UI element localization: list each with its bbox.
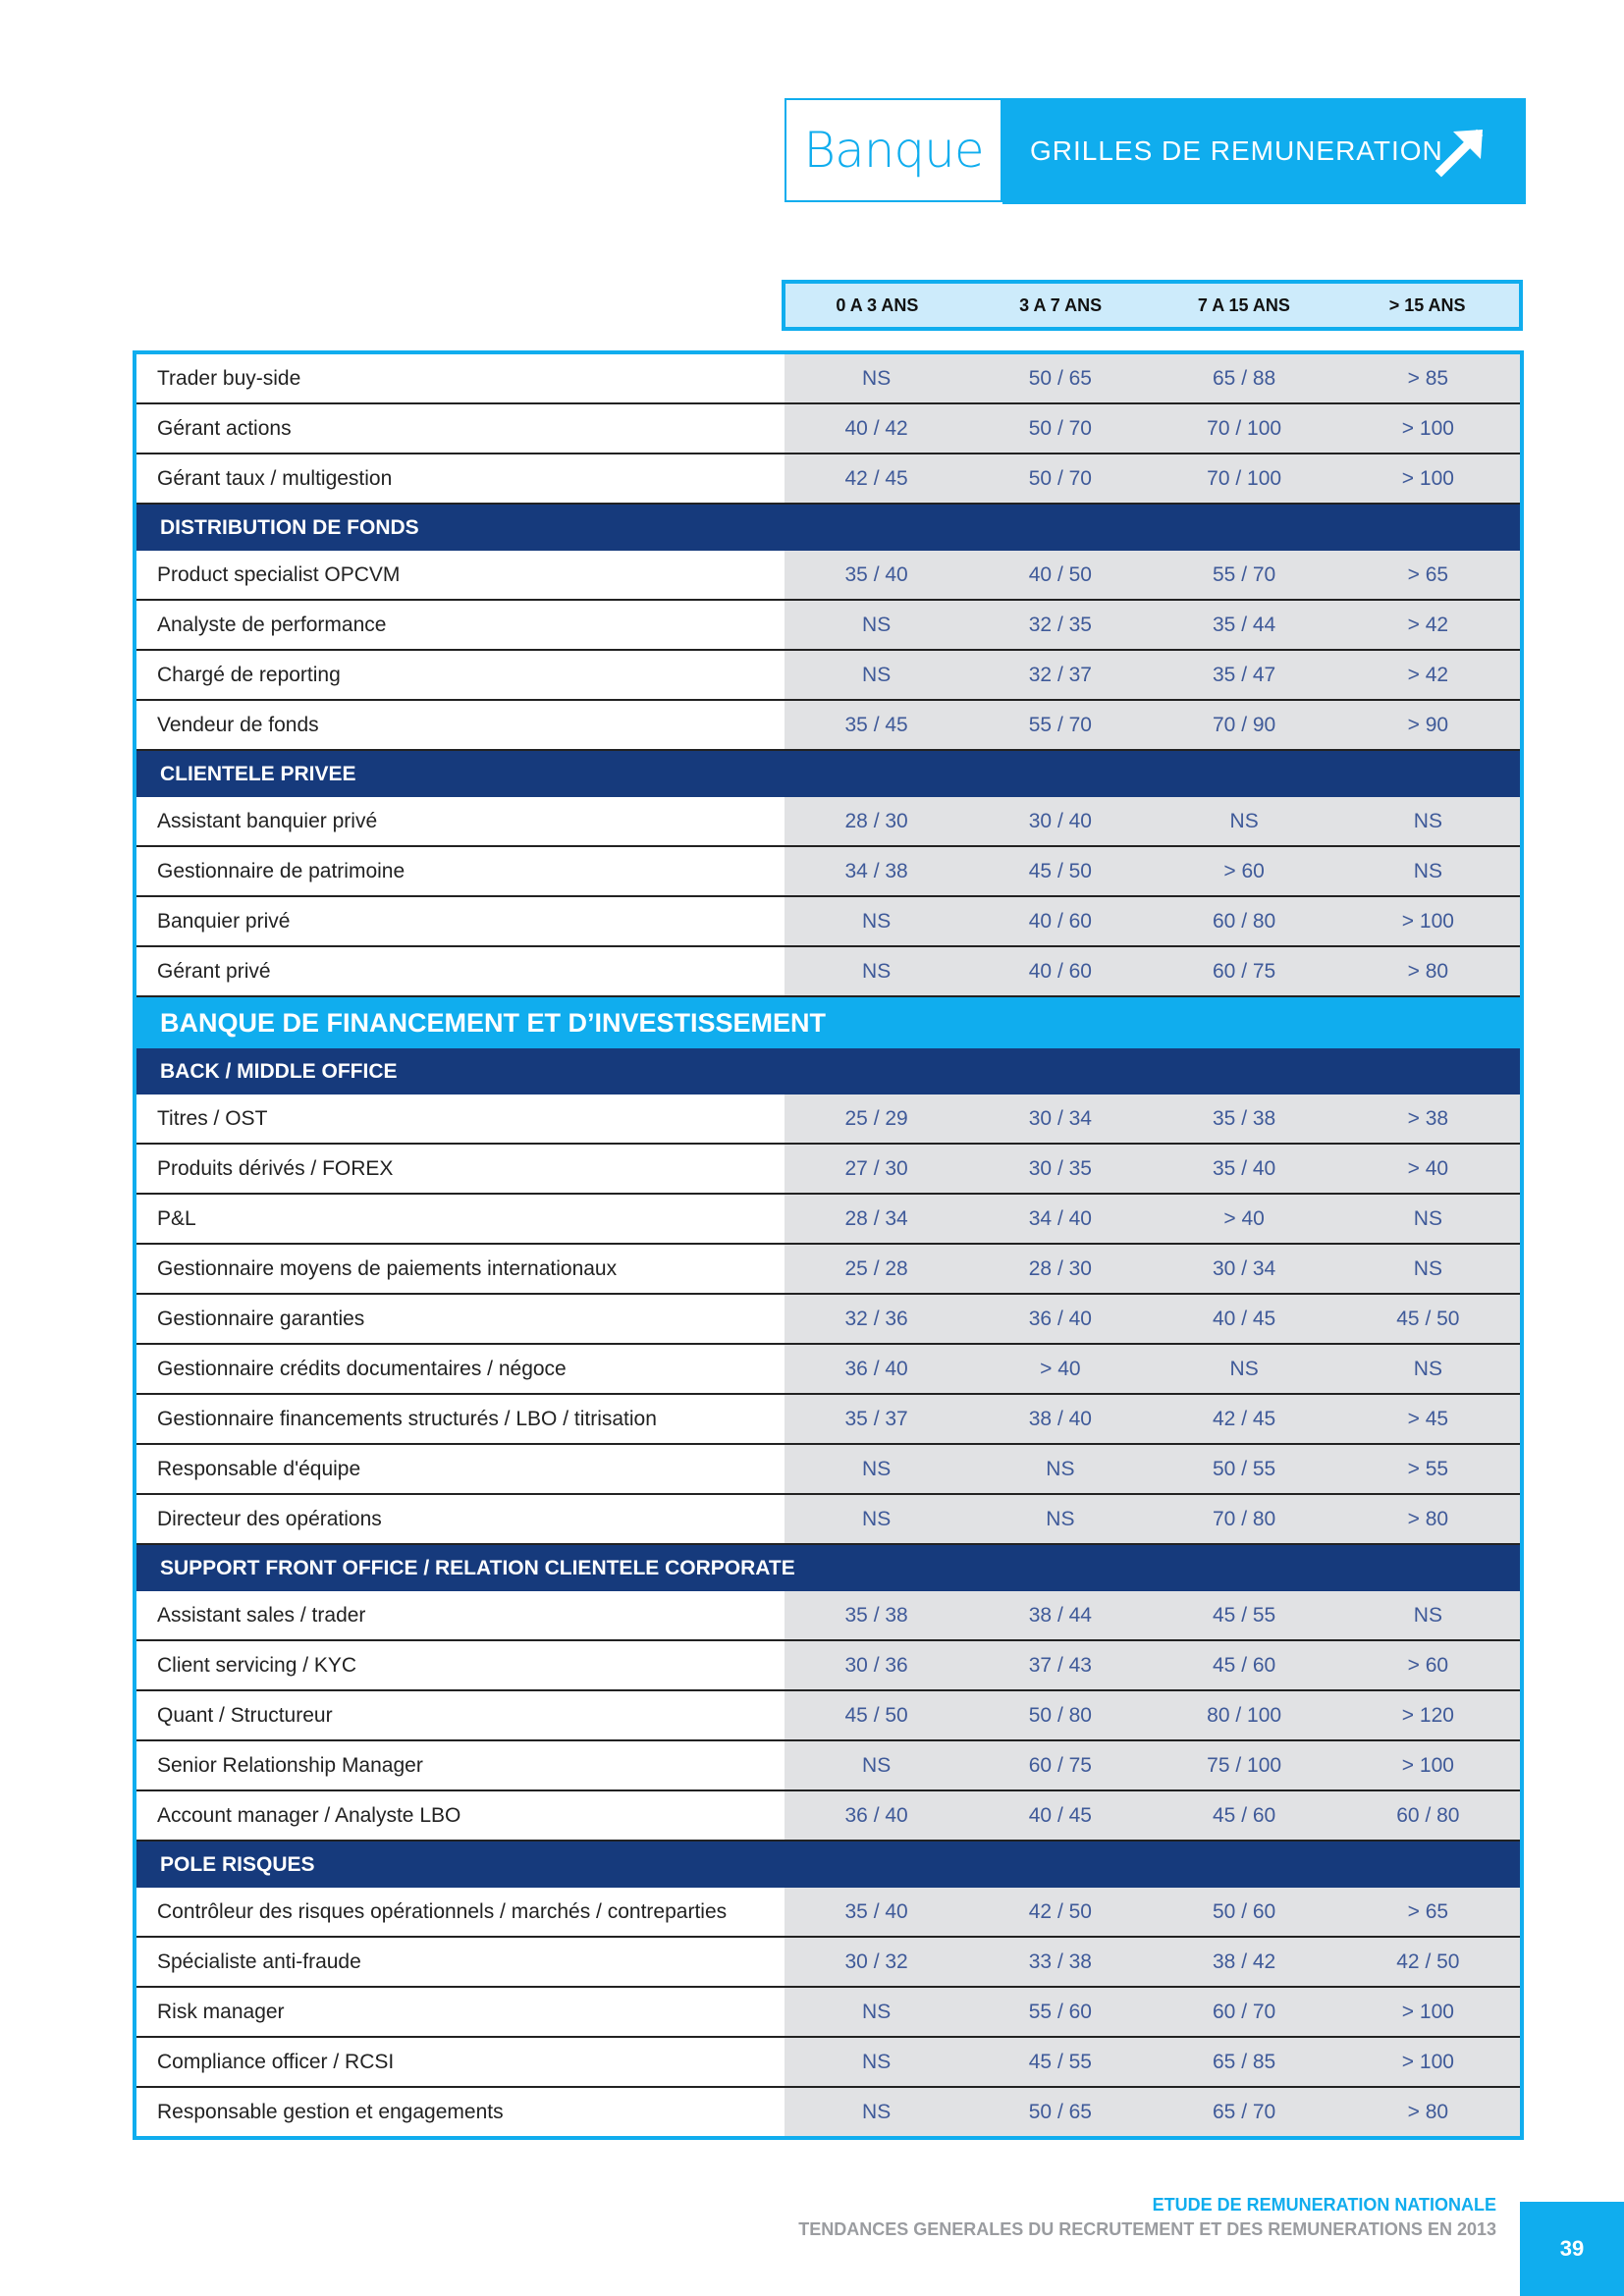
salary-range-cell: 35 / 38 <box>1213 1106 1276 1130</box>
salary-range-cell: 40 / 45 <box>1213 1307 1276 1330</box>
salary-values <box>785 1395 1520 1443</box>
table-row <box>136 897 1520 947</box>
salary-range-cell: > 80 <box>1407 959 1449 983</box>
salary-range-cell: 35 / 40 <box>1213 1156 1276 1180</box>
salary-range-cell: 35 / 45 <box>844 713 908 736</box>
salary-range-cell: 50 / 70 <box>1028 416 1092 440</box>
job-title: Analyste de performance <box>157 613 387 636</box>
job-title: Gérant taux / multigestion <box>157 466 393 490</box>
salary-values <box>785 701 1520 749</box>
section-header: BACK / MIDDLE OFFICE <box>136 1048 1520 1095</box>
salary-values <box>785 651 1520 699</box>
salary-range-cell: 40 / 50 <box>1028 562 1092 586</box>
table-row <box>136 404 1520 454</box>
table-row <box>136 1395 1520 1445</box>
salary-range-cell: > 100 <box>1401 2050 1454 2073</box>
salary-range-cell: 70 / 100 <box>1207 466 1282 490</box>
table-row <box>136 454 1520 505</box>
job-title: Product specialist OPCVM <box>157 562 401 586</box>
salary-range-cell: 30 / 36 <box>844 1653 908 1677</box>
salary-range-cell: 25 / 29 <box>844 1106 908 1130</box>
table-row <box>136 1495 1520 1545</box>
salary-range-cell: NS <box>1046 1507 1075 1530</box>
salary-values <box>785 1791 1520 1840</box>
job-title: Assistant banquier privé <box>157 809 378 832</box>
table-row <box>136 1295 1520 1345</box>
arrow-up-right-icon <box>1432 122 1490 181</box>
salary-range-cell: 50 / 65 <box>1028 366 1092 390</box>
salary-values <box>785 1245 1520 1293</box>
salary-range-cell: 45 / 55 <box>1028 2050 1092 2073</box>
salary-values <box>785 1345 1520 1393</box>
section-title: Banque <box>785 98 1002 202</box>
salary-values <box>785 1295 1520 1343</box>
salary-values <box>785 354 1520 402</box>
footer-subtitle: TENDANCES GENERALES DU RECRUTEMENT ET DES REMUNERATIONS EN 2013 <box>798 2219 1496 2239</box>
job-title: Gestionnaire financements structurés / LBO / titrisation <box>157 1407 657 1430</box>
table-row <box>136 1791 1520 1842</box>
salary-range-cell: 34 / 40 <box>1028 1206 1092 1230</box>
salary-range-cell: 42 / 50 <box>1028 1899 1092 1923</box>
job-title: Gestionnaire de patrimoine <box>157 859 406 882</box>
job-title: Gérant privé <box>157 959 271 983</box>
salary-values <box>785 1988 1520 2036</box>
salary-range-cell: 40 / 60 <box>1028 959 1092 983</box>
salary-range-cell: 70 / 90 <box>1213 713 1276 736</box>
section-header: SUPPORT FRONT OFFICE / RELATION CLIENTELE CORPORATE <box>136 1545 1520 1591</box>
table-row <box>136 1591 1520 1641</box>
job-title: Trader buy-side <box>157 366 301 390</box>
salary-range-cell: 60 / 70 <box>1213 2000 1276 2023</box>
salary-range-cell: > 80 <box>1407 1507 1449 1530</box>
salary-range-cell: NS <box>1413 1357 1442 1380</box>
salary-range-cell: 38 / 42 <box>1213 1949 1276 1973</box>
salary-range-cell: 65 / 85 <box>1213 2050 1276 2073</box>
table-row <box>136 551 1520 601</box>
salary-range-cell: 55 / 60 <box>1028 2000 1092 2023</box>
salary-range-cell: 36 / 40 <box>844 1357 908 1380</box>
table-row <box>136 354 1520 404</box>
category-header: BANQUE DE FINANCEMENT ET D’INVESTISSEMENT <box>136 997 1520 1048</box>
salary-range-cell: 36 / 40 <box>1028 1307 1092 1330</box>
salary-range-cell: > 80 <box>1407 2100 1449 2123</box>
salary-range-cell: NS <box>862 613 892 636</box>
salary-range-cell: 80 / 100 <box>1207 1703 1282 1727</box>
salary-range-cell: > 100 <box>1401 416 1454 440</box>
salary-range-cell: 30 / 34 <box>1028 1106 1092 1130</box>
salary-range-cell: NS <box>1413 809 1442 832</box>
salary-range-cell: 28 / 30 <box>844 809 908 832</box>
salary-range-cell: 35 / 40 <box>844 1899 908 1923</box>
table-row <box>136 2038 1520 2088</box>
salary-range-cell: > 60 <box>1407 1653 1449 1677</box>
salary-range-cell: NS <box>1046 1457 1075 1480</box>
salary-range-cell: 70 / 80 <box>1213 1507 1276 1530</box>
salary-range-cell: 75 / 100 <box>1207 1753 1282 1777</box>
salary-values <box>785 551 1520 599</box>
page-number: 39 <box>1520 2202 1624 2296</box>
table-row <box>136 1741 1520 1791</box>
salary-range-cell: 50 / 65 <box>1028 2100 1092 2123</box>
salary-values <box>785 797 1520 845</box>
salary-range-cell: 35 / 47 <box>1213 663 1276 686</box>
salary-range-cell: NS <box>862 1507 892 1530</box>
salary-range-cell: > 65 <box>1407 562 1449 586</box>
job-title: Gestionnaire moyens de paiements internationaux <box>157 1256 618 1280</box>
salary-range-cell: > 55 <box>1407 1457 1449 1480</box>
section-header: CLIENTELE PRIVEE <box>136 751 1520 797</box>
salary-values <box>785 454 1520 503</box>
job-title: Senior Relationship Manager <box>157 1753 423 1777</box>
salary-range-cell: 42 / 50 <box>1396 1949 1460 1973</box>
salary-range-cell: 42 / 45 <box>844 466 908 490</box>
salary-range-cell: 35 / 44 <box>1213 613 1276 636</box>
salary-range-cell: 30 / 32 <box>844 1949 908 1973</box>
salary-values <box>785 1741 1520 1789</box>
salary-range-cell: 60 / 75 <box>1028 1753 1092 1777</box>
salary-range-cell: 40 / 45 <box>1028 1803 1092 1827</box>
salary-range-cell: 45 / 60 <box>1213 1803 1276 1827</box>
salary-values <box>785 1641 1520 1689</box>
salary-range-cell: NS <box>1229 1357 1259 1380</box>
salary-range-cell: NS <box>862 1457 892 1480</box>
salary-range-cell: NS <box>1413 1206 1442 1230</box>
salary-range-cell: NS <box>1413 1256 1442 1280</box>
salary-range-cell: 45 / 50 <box>1396 1307 1460 1330</box>
salary-range-cell: NS <box>862 909 892 933</box>
salary-range-cell: > 100 <box>1401 2000 1454 2023</box>
table-row <box>136 1691 1520 1741</box>
salary-values <box>785 847 1520 895</box>
salary-range-cell: 30 / 35 <box>1028 1156 1092 1180</box>
job-title: Banquier privé <box>157 909 291 933</box>
salary-range-cell: 30 / 40 <box>1028 809 1092 832</box>
table-row <box>136 1095 1520 1145</box>
salary-values <box>785 897 1520 945</box>
table-row <box>136 701 1520 751</box>
salary-range-cell: 50 / 70 <box>1028 466 1092 490</box>
table-row <box>136 947 1520 997</box>
table-row <box>136 847 1520 897</box>
salary-values <box>785 947 1520 995</box>
table-row <box>136 1145 1520 1195</box>
table-row <box>136 2088 1520 2136</box>
salary-values <box>785 1938 1520 1986</box>
salary-range-cell: 25 / 28 <box>844 1256 908 1280</box>
table-row <box>136 651 1520 701</box>
salary-range-cell: 38 / 40 <box>1028 1407 1092 1430</box>
salary-values <box>785 601 1520 649</box>
job-title: Titres / OST <box>157 1106 268 1130</box>
footer-study-title: ETUDE DE REMUNERATION NATIONALE <box>1152 2195 1496 2215</box>
salary-range-cell: 55 / 70 <box>1213 562 1276 586</box>
salary-range-cell: 35 / 40 <box>844 562 908 586</box>
salary-values <box>785 2088 1520 2136</box>
job-title: Gestionnaire crédits documentaires / négoce <box>157 1357 567 1380</box>
job-title: Risk manager <box>157 2000 285 2023</box>
salary-range-cell: 65 / 88 <box>1213 366 1276 390</box>
salary-table <box>133 350 1524 2140</box>
salary-range-cell: > 40 <box>1223 1206 1265 1230</box>
table-row <box>136 1445 1520 1495</box>
salary-values <box>785 1591 1520 1639</box>
page-title-text: GRILLES DE REMUNERATION <box>1030 135 1443 166</box>
salary-range-cell: 50 / 55 <box>1213 1457 1276 1480</box>
salary-range-cell: 32 / 36 <box>844 1307 908 1330</box>
salary-values <box>785 1691 1520 1739</box>
salary-range-cell: NS <box>862 2100 892 2123</box>
column-header-0-3: 0 A 3 ANS <box>836 294 919 315</box>
salary-range-cell: 32 / 35 <box>1028 613 1092 636</box>
job-title: Chargé de reporting <box>157 663 341 686</box>
salary-range-cell: NS <box>862 1753 892 1777</box>
job-title: Responsable d'équipe <box>157 1457 361 1480</box>
table-row <box>136 1988 1520 2038</box>
job-title: Spécialiste anti-fraude <box>157 1949 361 1973</box>
job-title: Assistant sales / trader <box>157 1603 366 1627</box>
salary-range-cell: NS <box>1413 859 1442 882</box>
salary-range-cell: 60 / 80 <box>1396 1803 1460 1827</box>
salary-values <box>785 1445 1520 1493</box>
column-header-3-7: 3 A 7 ANS <box>1019 294 1103 315</box>
salary-range-cell: 35 / 38 <box>844 1603 908 1627</box>
salary-range-cell: > 85 <box>1407 366 1449 390</box>
salary-values <box>785 2038 1520 2086</box>
salary-range-cell: NS <box>862 663 892 686</box>
salary-range-cell: 45 / 50 <box>1028 859 1092 882</box>
salary-range-cell: > 100 <box>1401 1753 1454 1777</box>
table-row <box>136 1938 1520 1988</box>
section-header: POLE RISQUES <box>136 1842 1520 1888</box>
salary-range-cell: 32 / 37 <box>1028 663 1092 686</box>
section-header: DISTRIBUTION DE FONDS <box>136 505 1520 551</box>
table-row <box>136 1195 1520 1245</box>
table-row <box>136 797 1520 847</box>
salary-range-cell: > 90 <box>1407 713 1449 736</box>
job-title: Vendeur de fonds <box>157 713 319 736</box>
salary-range-cell: 42 / 45 <box>1213 1407 1276 1430</box>
column-header-7-15: 7 A 15 ANS <box>1197 294 1290 315</box>
job-title: Account manager / Analyste LBO <box>157 1803 461 1827</box>
job-title: Quant / Structureur <box>157 1703 333 1727</box>
salary-range-cell: > 38 <box>1407 1106 1449 1130</box>
salary-values <box>785 1095 1520 1143</box>
salary-range-cell: 27 / 30 <box>844 1156 908 1180</box>
salary-range-cell: 28 / 30 <box>1028 1256 1092 1280</box>
job-title: Responsable gestion et engagements <box>157 2100 504 2123</box>
salary-range-cell: 65 / 70 <box>1213 2100 1276 2123</box>
salary-range-cell: 34 / 38 <box>844 859 908 882</box>
job-title: Directeur des opérations <box>157 1507 382 1530</box>
job-title: Compliance officer / RCSI <box>157 2050 395 2073</box>
salary-range-cell: 35 / 37 <box>844 1407 908 1430</box>
salary-range-cell: > 120 <box>1401 1703 1454 1727</box>
table-row <box>136 1345 1520 1395</box>
salary-range-cell: 40 / 60 <box>1028 909 1092 933</box>
salary-range-cell: > 60 <box>1223 859 1265 882</box>
table-row <box>136 1641 1520 1691</box>
salary-range-cell: 33 / 38 <box>1028 1949 1092 1973</box>
salary-range-cell: NS <box>1229 809 1259 832</box>
salary-range-cell: 45 / 55 <box>1213 1603 1276 1627</box>
salary-values <box>785 1145 1520 1193</box>
salary-range-cell: > 100 <box>1401 466 1454 490</box>
salary-values <box>785 1495 1520 1543</box>
table-row <box>136 601 1520 651</box>
column-header <box>782 280 1523 331</box>
salary-range-cell: NS <box>1413 1603 1442 1627</box>
salary-range-cell: 50 / 80 <box>1028 1703 1092 1727</box>
column-header-15-plus: > 15 ANS <box>1388 294 1466 315</box>
salary-range-cell: 45 / 60 <box>1213 1653 1276 1677</box>
job-title: Produits dérivés / FOREX <box>157 1156 394 1180</box>
salary-range-cell: > 100 <box>1401 909 1454 933</box>
salary-range-cell: > 40 <box>1407 1156 1449 1180</box>
salary-values <box>785 1888 1520 1936</box>
salary-values <box>785 1195 1520 1243</box>
job-title: Gérant actions <box>157 416 292 440</box>
salary-range-cell: 50 / 60 <box>1213 1899 1276 1923</box>
salary-range-cell: NS <box>862 959 892 983</box>
salary-range-cell: NS <box>862 2050 892 2073</box>
table-row <box>136 1245 1520 1295</box>
salary-range-cell: > 40 <box>1040 1357 1081 1380</box>
salary-range-cell: 55 / 70 <box>1028 713 1092 736</box>
salary-range-cell: > 42 <box>1407 613 1449 636</box>
job-title: Contrôleur des risques opérationnels / marchés / contreparties <box>157 1899 728 1923</box>
salary-range-cell: 60 / 75 <box>1213 959 1276 983</box>
salary-range-cell: NS <box>862 366 892 390</box>
salary-range-cell: > 42 <box>1407 663 1449 686</box>
salary-range-cell: 37 / 43 <box>1028 1653 1092 1677</box>
job-title: P&L <box>157 1206 196 1230</box>
job-title: Client servicing / KYC <box>157 1653 357 1677</box>
salary-range-cell: 70 / 100 <box>1207 416 1282 440</box>
salary-range-cell: 28 / 34 <box>844 1206 908 1230</box>
salary-range-cell: 30 / 34 <box>1213 1256 1276 1280</box>
salary-range-cell: NS <box>862 2000 892 2023</box>
table-row <box>136 1888 1520 1938</box>
salary-range-cell: 45 / 50 <box>844 1703 908 1727</box>
salary-range-cell: 38 / 44 <box>1028 1603 1092 1627</box>
salary-range-cell: 40 / 42 <box>844 416 908 440</box>
salary-range-cell: > 45 <box>1407 1407 1449 1430</box>
salary-range-cell: > 65 <box>1407 1899 1449 1923</box>
job-title: Gestionnaire garanties <box>157 1307 365 1330</box>
salary-range-cell: 36 / 40 <box>844 1803 908 1827</box>
salary-range-cell: 60 / 80 <box>1213 909 1276 933</box>
salary-values <box>785 404 1520 453</box>
